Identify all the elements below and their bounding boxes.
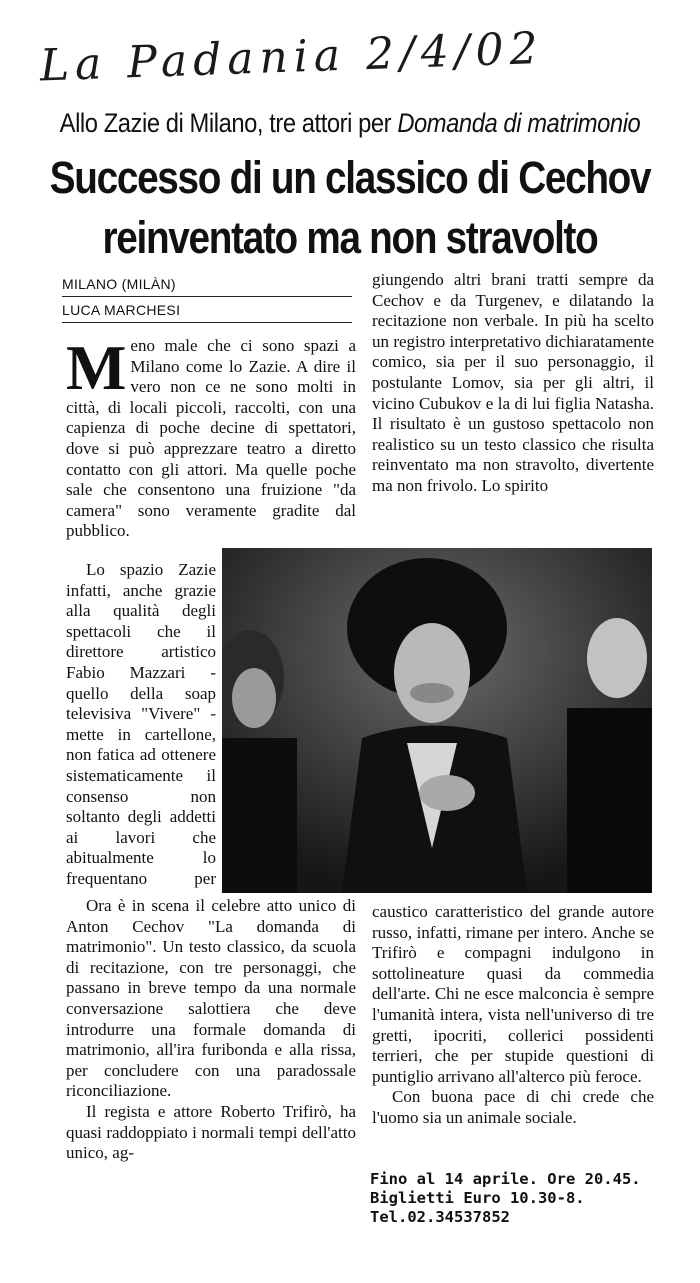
show-info-tickets: Biglietti Euro 10.30-8. (370, 1189, 585, 1207)
dateline-rule (62, 296, 352, 297)
headline-line-1: Successo di un classico di Cechov (49, 152, 651, 203)
paragraph-5: giungendo altri brani tratti sempre da Cechov e da Turgenev, e dilatando la recitazione non verbale. In più ha scelto un registro interpretativo dichiaratamente comico, sia per il suo personaggio, il postulante Lomov, sia per gli altri, il vicino Cubukov e la di lui figlia Natasha. Il risultato è un gustoso spettacolo non realistico su un testo classico che risulta reinventato ma non stravolto, divertente ma non frivolo. Lo spirito (372, 270, 654, 495)
headline-line-2: reinventato ma non stravolto (102, 212, 598, 263)
paragraph-3: Ora è in scena il celebre atto unico di Anton Cechov "La domanda di matrimonio". Un testo classico, da scuola di recitazione, con tre personaggi, che passano in breve tempo da una normale conversazione salottiera che deve introdurre una formale domanda di matrimonio, all'ira furibonda e alla rissa, per concludere con una paradossale riconciliazione. (66, 896, 356, 1101)
show-info-phone: Tel.02.34537852 (370, 1208, 510, 1226)
kicker-text: Allo Zazie di Milano, tre attori per (59, 108, 398, 138)
paragraph-1 (66, 332, 356, 542)
column-1-bottom (66, 896, 356, 1164)
byline: LUCA MARCHESI (62, 302, 181, 318)
handwritten-source-note: La Padania 2/4/02 (38, 22, 545, 92)
column-1-top (66, 332, 356, 542)
paragraph-6: caustico caratteristico del grande autore russo, infatti, rimane per intero. Anche se Trifirò e compagni indulgono in sottolineature quasi da commedia dell'arte. Chi ne esce malconcia è sempre l'umanità intera, vista nell'universo di tre gretti, ipocriti, collerici possidenti terrieri, che per stupide questioni di puntiglio arrivano all'alterco più feroce. (372, 902, 654, 1086)
byline-rule (62, 322, 352, 323)
show-info (370, 1170, 670, 1227)
column-2-top (372, 270, 654, 497)
show-info-dates: Fino al 14 aprile. Ore 20.45. (370, 1170, 641, 1188)
paragraph-2: Lo spazio Zazie infatti, anche grazie alla qualità degli spettacoli che il direttore artistico Fabio Mazzari - quello della soap televisiva "Vivere" - mette in cartellone, non fatica ad ottenere sistematicamente il consenso non soltanto degli addetti ai lavori che abitualmente lo frequentano per (66, 560, 216, 888)
paragraph-4: Il regista e attore Roberto Trifirò, ha quasi raddoppiato i normali tempi dell'atto unico, ag- (66, 1101, 356, 1163)
column-2-bottom (372, 902, 654, 1129)
headline (49, 148, 651, 268)
drop-cap: M (66, 332, 127, 403)
photo-illustration (222, 548, 652, 893)
dateline: MILANO (MILÀN) (62, 276, 176, 292)
column-1-narrow (66, 560, 216, 890)
kicker-play-title: Domanda di matrimonio (397, 108, 641, 138)
paragraph-1-text: eno male che ci sono spazi a Milano come lo Zazie. A dire il vero non ce ne sono molti in città, di locali piccoli, raccolti, con una capienza di poche decine di spettatori, dove si può apprezzare teatro a diretto contatto con gli attori. Ma quelle poche sale che consentono una fruizione "da camera" sono veramente gradite dal pubblico. (66, 336, 356, 541)
photo-actors (222, 548, 652, 893)
paragraph-7: Con buona pace di chi crede che l'uomo sia un animale sociale. (372, 1087, 654, 1127)
kicker (42, 108, 658, 139)
